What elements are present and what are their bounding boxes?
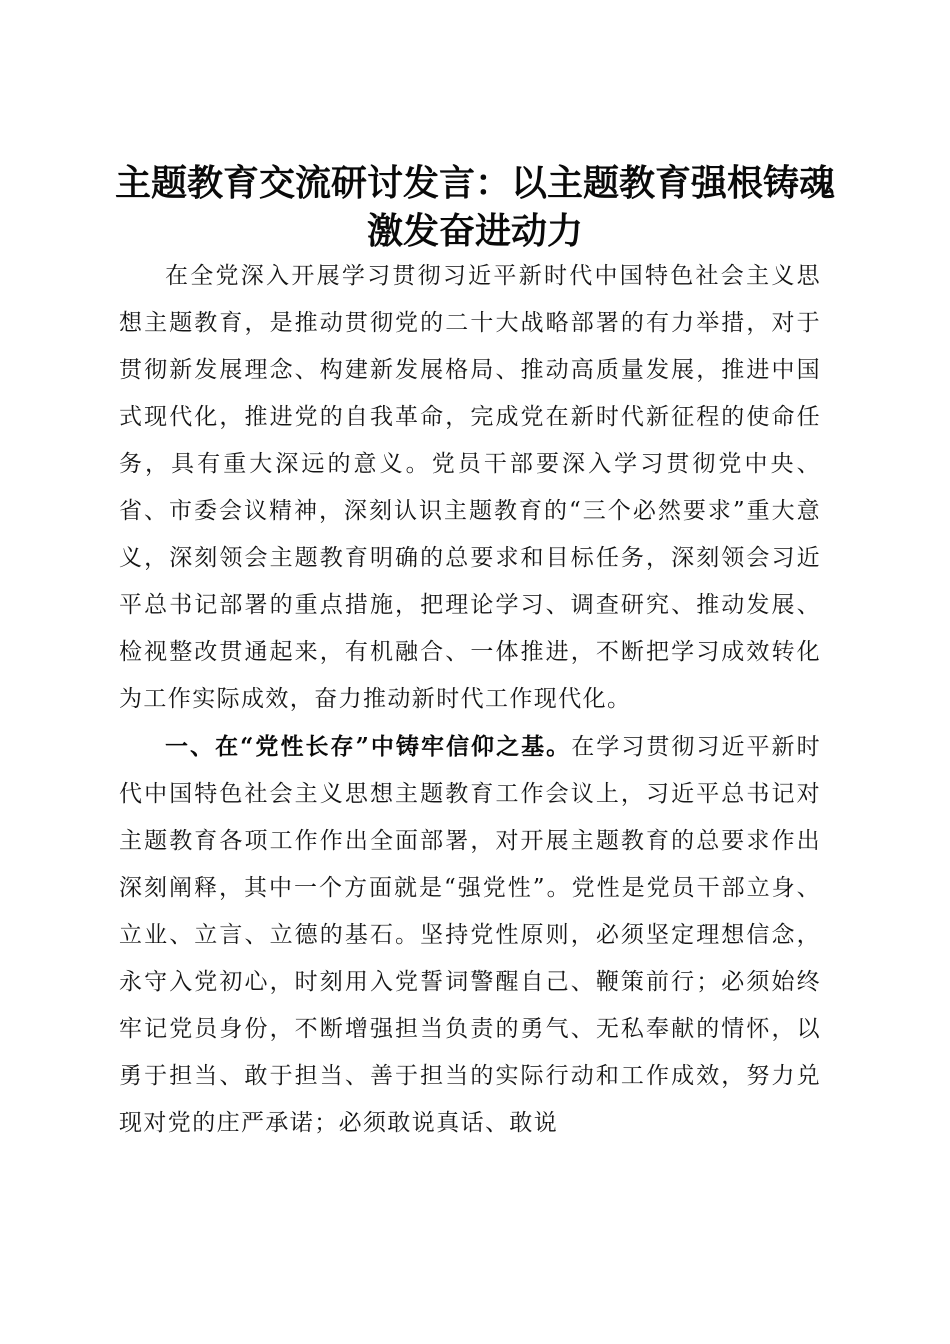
paragraph-section-1 [119, 723, 821, 1147]
title-line-1: 主题教育交流研讨发言：以主题教育强根铸魂 [114, 162, 835, 205]
document-body [119, 253, 821, 1147]
paragraph-section-1-text: 在学习贯彻习近平新时代中国特色社会主义思想主题教育工作会议上，习近平总书记对主题教育各项工作作出全面部署，对开展主题教育的总要求作出深刻阐释，其中一个方面就是“强党性”。党性是党员干部立身、立业、立言、立德的基石。坚持党性原则，必须坚定理想信念，永守入党初心，时刻用入党誓词警醒自己、鞭策前行；必须始终牢记党员身份，不断增强担当负责的勇气、无私奉献的情怀，以勇于担当、敢于担当、善于担当的实际行动和工作成效，努力兑现对党的庄严承诺；必须敢说真话、敢说 [119, 734, 821, 1136]
paragraph-intro-text: 在全党深入开展学习贯彻习近平新时代中国特色社会主义思想主题教育，是推动贯彻党的二十大战略部署的有力举措，对于贯彻新发展理念、构建新发展格局、推动高质量发展，推进中国式现代化，推进党的自我革命，完成党在新时代新征程的使命任务，具有重大深远的意义。党员干部要深入学习贯彻党中央、省、市委会议精神，深刻认识主题教育的“三个必然要求”重大意义，深刻领会主题教育明确的总要求和目标任务，深刻领会习近平总书记部署的重点措施，把理论学习、调查研究、推动发展、检视整改贯通起来，有机融合、一体推进，不断把学习成效转化为工作实际成效，奋力推动新时代工作现代化。 [119, 263, 821, 712]
title-line-2: 激发奋进动力 [366, 210, 583, 253]
document-title [110, 159, 840, 255]
section-1-heading: 一、在“党性长存”中铸牢信仰之基。 [165, 733, 572, 760]
paragraph-intro [119, 253, 821, 723]
